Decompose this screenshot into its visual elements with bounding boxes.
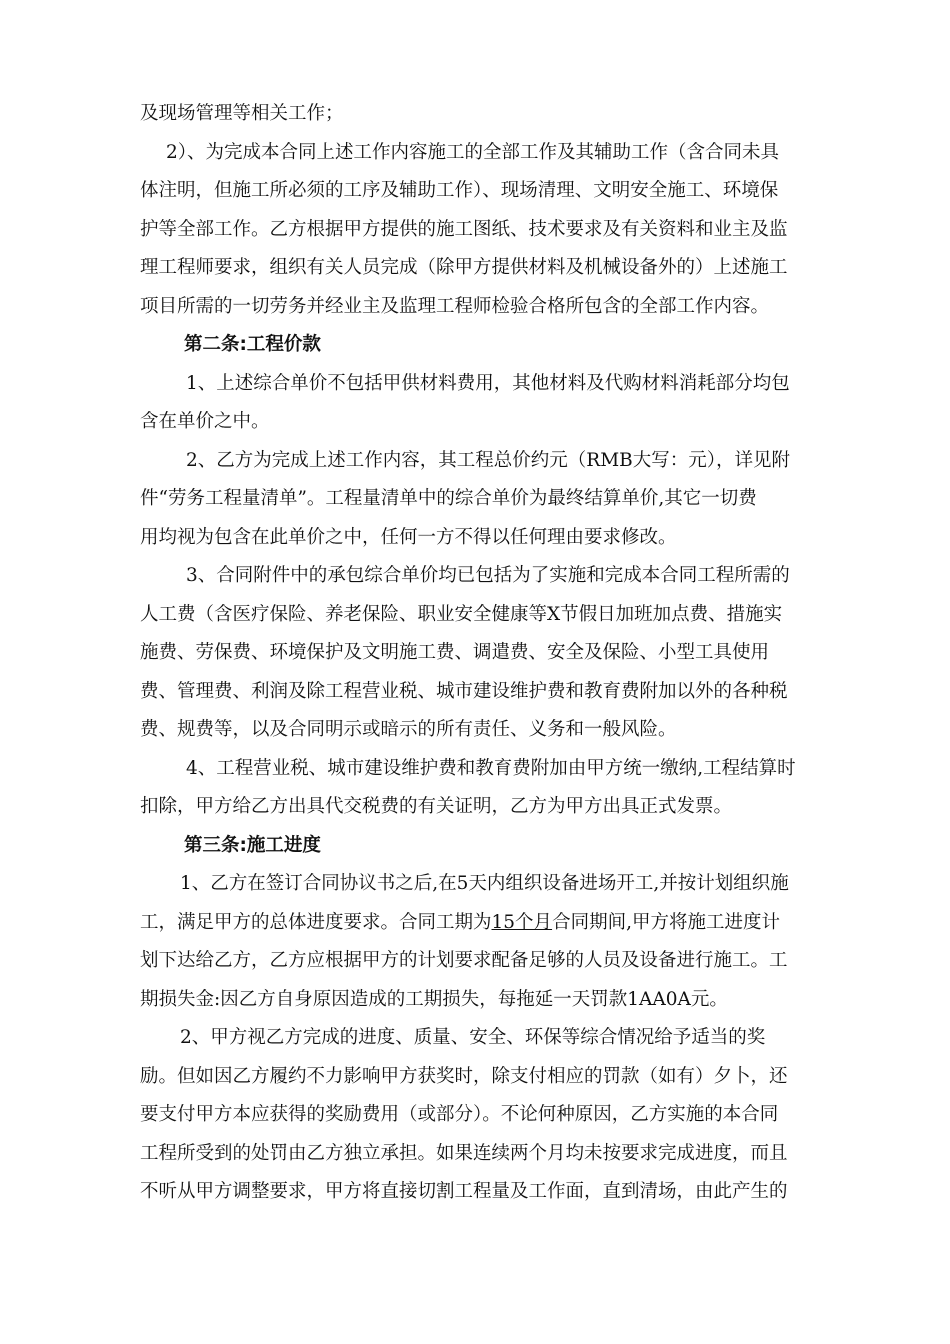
article-2-para-4: 扣除，甲方给乙方出具代交税费的有关证明，乙方为甲方出具正式发票。 <box>140 796 733 817</box>
article-3-para-1: 期损失金:因乙方自身原因造成的工期损失，每拖延一天罚款1AA0A元。 <box>140 988 728 1010</box>
article-2-para-2: 用均视为包含在此单价之中，任何一方不得以任何理由要求修改。 <box>140 526 677 548</box>
clause-2-line: 2）、为完成本合同上述工作内容施工的全部工作及其辅助工作（含合同未具 <box>166 141 780 163</box>
article-2-para-1: 1、上述综合单价不包括甲供材料费用，其他材料及代购材料消耗部分均包 <box>186 372 790 394</box>
document-page <box>140 95 820 1212</box>
article-2-para-3: 费、管理费、利润及除工程营业税、城市建设维护费和教育费附加以外的各种税 <box>140 680 788 702</box>
article-2-heading: 第二条:工程价款 <box>184 334 321 355</box>
article-3-para-2: 要支付甲方本应获得的奖励费用（或部分）。不论何种原因，乙方实施的本合同 <box>140 1104 779 1125</box>
article-2-para-1: 含在单价之中。 <box>140 411 270 432</box>
article-3-para-1: 划下达给乙方，乙方应根据甲方的计划要求配备足够的人员及设备进行施工。工 <box>140 950 788 971</box>
article-3-para-2: 励。但如因乙方履约不力影响甲方获奖时，除支付相应的罚款（如有）夕卜，还 <box>140 1065 788 1087</box>
clause-2-line: 项目所需的一切劳务并经业主及监理工程师检验合格所包含的全部工作内容。 <box>140 295 770 317</box>
article-2-para-3: 人工费（含医疗保险、养老保险、职业安全健康等X节假日加班加点费、措施实 <box>140 603 783 625</box>
article-2-para-3: 施费、劳保费、环境保护及文明施工费、调遣费、安全及保险、小型工具使用 <box>140 642 770 663</box>
article-3-para-2: 不听从甲方调整要求，甲方将直接切割工程量及工作面，直到清场，由此产生的 <box>140 1181 788 1202</box>
article-2-para-2: 2、乙方为完成上述工作内容，其工程总价约元（RMB大写：元），详见附 <box>186 449 790 471</box>
article-3-heading: 第三条:施工进度 <box>184 834 321 856</box>
contract-text: 合同期间,甲方将施工进度计 <box>552 911 780 933</box>
article-2-para-4: 4、工程营业税、城市建设维护费和教育费附加由甲方统一缴纳,工程结算时 <box>186 757 796 779</box>
article-2-para-3: 费、规费等，以及合同明示或暗示的所有责任、义务和一般风险。 <box>140 719 677 740</box>
intro-line: 及现场管理等相关工作； <box>140 103 344 124</box>
contract-text: 工，满足甲方的总体进度要求。合同工期为 <box>140 911 492 933</box>
article-3-para-1: 1、乙方在签订合同协议书之后,在5天内组织设备进场开工,并按计划组织施 <box>180 873 789 894</box>
article-3-para-2: 工程所受到的处罚由乙方独立承担。如果连续两个月均未按要求完成进度，而且 <box>140 1142 788 1164</box>
article-2-para-3: 3、合同附件中的承包综合单价均已包括为了实施和完成本合同工程所需的 <box>186 565 790 586</box>
article-3-para-1 <box>140 904 820 943</box>
clause-2-line: 体注明，但施工所必须的工序及辅助工作）、现场清理、文明安全施工、环境保 <box>140 180 779 201</box>
contract-period-value: 15个月 <box>491 911 553 933</box>
clause-2-line: 理工程师要求，组织有关人员完成（除甲方提供材料及机械设备外的）上述施工 <box>140 257 788 278</box>
article-3-para-2: 2、甲方视乙方完成的进度、质量、安全、环保等综合情况给予适当的奖 <box>180 1027 766 1048</box>
article-2-para-2: 件“劳务工程量清单”。工程量清单中的综合单价为最终结算单价,其它一切费 <box>140 488 757 509</box>
clause-2-line: 护等全部工作。乙方根据甲方提供的施工图纸、技术要求及有关资料和业主及监 <box>140 218 788 240</box>
